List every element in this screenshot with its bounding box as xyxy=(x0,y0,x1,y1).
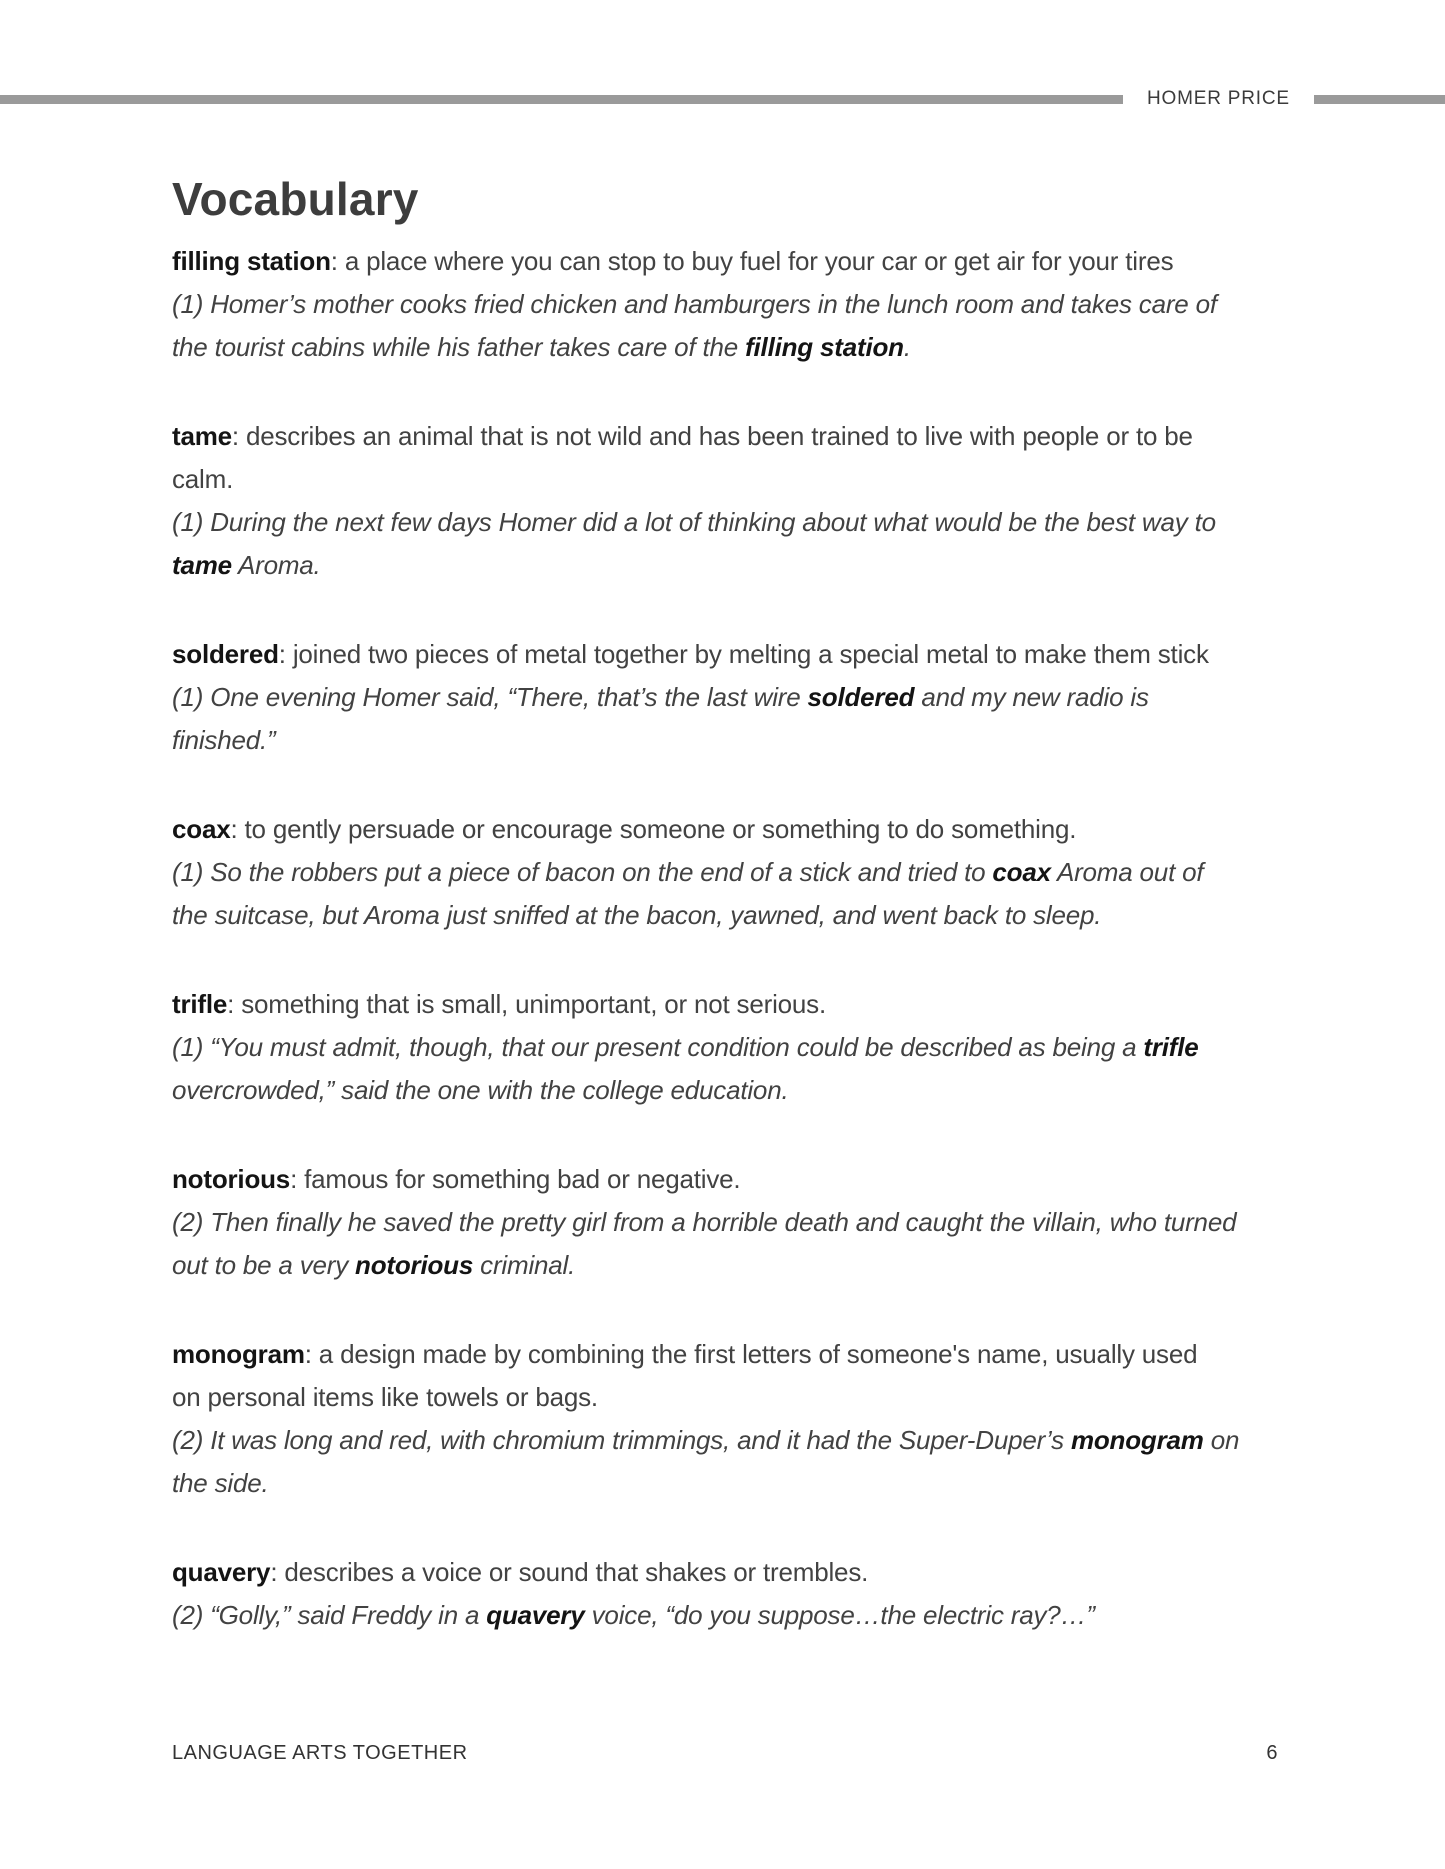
text-run: finished.” xyxy=(172,725,276,755)
text-run: voice, “do you suppose…the electric ray?…” xyxy=(584,1600,1095,1630)
definition-line xyxy=(172,458,1302,501)
text-run: : joined two pieces of metal together by melting a special metal to make them stick xyxy=(278,639,1209,669)
definition-line xyxy=(172,633,1302,676)
text-run: (2) “Golly,” said Freddy in a xyxy=(172,1600,487,1630)
page-title: Vocabulary xyxy=(172,173,419,225)
example-line xyxy=(172,719,1302,762)
example-line xyxy=(172,1594,1302,1637)
example-line xyxy=(172,851,1302,894)
header-rule-right xyxy=(1314,95,1445,104)
vocab-term: monogram xyxy=(172,1339,305,1369)
text-run: : to gently persuade or encourage someone or something to do something. xyxy=(230,814,1077,844)
text-run: : a place where you can stop to buy fuel for your car or get air for your tires xyxy=(330,246,1174,276)
text-run: . xyxy=(903,332,911,362)
vocab-term: quavery xyxy=(172,1557,271,1587)
vocab-entry xyxy=(172,808,1302,937)
text-run: and my new radio is xyxy=(914,682,1149,712)
vocab-term-in-example: monogram xyxy=(1070,1425,1204,1455)
text-run: (1) Homer’s mother cooks fried chicken and hamburgers in the lunch room and takes care of xyxy=(172,289,1217,319)
header-rule-left xyxy=(0,95,1123,104)
text-run: (2) It was long and red, with chromium trimmings, and it had the Super-Duper’s xyxy=(172,1425,1071,1455)
main-content xyxy=(172,173,1302,1683)
vocab-term: soldered xyxy=(172,639,279,669)
vocab-term-in-example: coax xyxy=(992,857,1051,887)
definition-line xyxy=(172,240,1302,283)
example-line xyxy=(172,1069,1302,1112)
definition-line xyxy=(172,1551,1302,1594)
text-run: (2) Then finally he saved the pretty girl from a horrible death and caught the villain, who turned xyxy=(172,1207,1237,1237)
example-line xyxy=(172,1462,1302,1505)
vocab-entry xyxy=(172,1158,1302,1287)
vocab-entry xyxy=(172,633,1302,762)
vocab-entry xyxy=(172,240,1302,369)
text-run: on xyxy=(1203,1425,1240,1455)
definition-line xyxy=(172,983,1302,1026)
text-run: Aroma. xyxy=(231,550,321,580)
footer-brand: LANGUAGE ARTS TOGETHER xyxy=(172,1742,468,1764)
text-run: the tourist cabins while his father takes care of the xyxy=(172,332,746,362)
text-run: the suitcase, but Aroma just sniffed at the bacon, yawned, and went back to sleep. xyxy=(172,900,1102,930)
example-line xyxy=(172,326,1302,369)
vocab-term-in-example: notorious xyxy=(355,1250,474,1280)
page-header xyxy=(0,88,1445,110)
example-line xyxy=(172,1201,1302,1244)
text-run: Aroma out of xyxy=(1050,857,1204,887)
text-run: out to be a very xyxy=(172,1250,356,1280)
text-run: (1) So the robbers put a piece of bacon on the end of a stick and tried to xyxy=(172,857,993,887)
vocab-entry xyxy=(172,415,1302,587)
vocab-term-in-example: soldered xyxy=(807,682,915,712)
example-line xyxy=(172,1026,1302,1069)
vocab-entry xyxy=(172,983,1302,1112)
text-run: : famous for something bad or negative. xyxy=(290,1164,741,1194)
text-run: : describes a voice or sound that shakes or trembles. xyxy=(270,1557,869,1587)
page-number: 6 xyxy=(1266,1742,1278,1764)
text-run: the side. xyxy=(172,1468,269,1498)
vocab-term: filling station xyxy=(172,246,331,276)
example-line xyxy=(172,1244,1302,1287)
vocab-term-in-example: filling station xyxy=(745,332,904,362)
definition-line xyxy=(172,808,1302,851)
text-run: (1) During the next few days Homer did a lot of thinking about what would be the best way to xyxy=(172,507,1216,537)
vocab-term: coax xyxy=(172,814,231,844)
vocab-term-in-example: quavery xyxy=(486,1600,585,1630)
example-line xyxy=(172,676,1302,719)
text-run: on personal items like towels or bags. xyxy=(172,1382,598,1412)
definition-line xyxy=(172,1333,1302,1376)
vocab-term: trifle xyxy=(172,989,228,1019)
vocab-list xyxy=(172,240,1302,1637)
vocab-entry xyxy=(172,1333,1302,1505)
vocab-term-in-example: trifle xyxy=(1143,1032,1199,1062)
example-line xyxy=(172,501,1302,544)
text-run: (1) One evening Homer said, “There, that’s the last wire xyxy=(172,682,808,712)
text-run: criminal. xyxy=(473,1250,576,1280)
definition-line xyxy=(172,1376,1302,1419)
example-line xyxy=(172,283,1302,326)
text-run: overcrowded,” said the one with the college education. xyxy=(172,1075,789,1105)
text-run: : describes an animal that is not wild and has been trained to live with people or to be xyxy=(231,421,1193,451)
example-line xyxy=(172,544,1302,587)
vocab-term: tame xyxy=(172,421,232,451)
text-run: (1) “You must admit, though, that our present condition could be described as being a xyxy=(172,1032,1144,1062)
page-footer xyxy=(172,1742,1278,1765)
definition-line xyxy=(172,1158,1302,1201)
vocab-term: notorious xyxy=(172,1164,291,1194)
text-run: : a design made by combining the first letters of someone's name, usually used xyxy=(304,1339,1198,1369)
text-run: calm. xyxy=(172,464,234,494)
header-book-title: HOMER PRICE xyxy=(1147,88,1290,109)
text-run: : something that is small, unimportant, or not serious. xyxy=(227,989,826,1019)
example-line xyxy=(172,894,1302,937)
definition-line xyxy=(172,415,1302,458)
example-line xyxy=(172,1419,1302,1462)
vocab-entry xyxy=(172,1551,1302,1637)
vocab-term-in-example: tame xyxy=(172,550,232,580)
